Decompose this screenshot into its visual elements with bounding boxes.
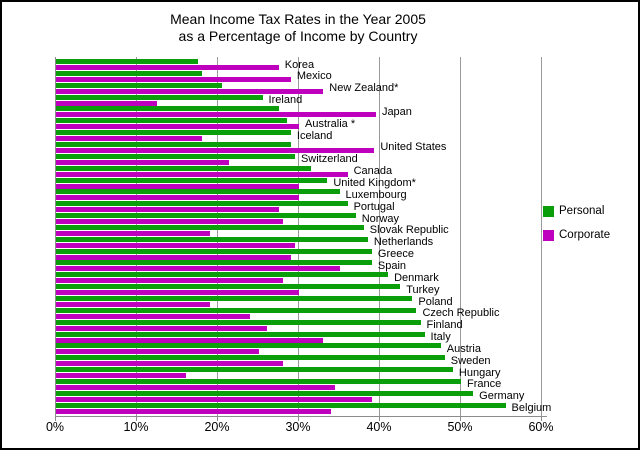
- personal-bar: [56, 260, 372, 265]
- country-label: Hungary: [458, 366, 501, 379]
- personal-bar: [56, 237, 368, 242]
- corporate-bar: [56, 136, 202, 141]
- personal-bar: [56, 189, 340, 194]
- corporate-bar: [56, 314, 250, 319]
- chart-title-line1: Mean Income Tax Rates in the Year 2005: [170, 11, 426, 27]
- country-label: Spain: [377, 259, 407, 272]
- corporate-bar: [56, 361, 283, 366]
- personal-bar: [56, 284, 400, 289]
- legend-label-corporate: Corporate: [559, 229, 611, 241]
- country-label: Netherlands: [373, 236, 434, 249]
- personal-bar: [56, 308, 416, 313]
- corporate-bar: [56, 243, 295, 248]
- country-label: France: [467, 378, 502, 391]
- corporate-bar: [56, 172, 348, 177]
- legend-item-personal: [543, 205, 610, 217]
- personal-bar: [56, 106, 279, 111]
- corporate-bar: [56, 65, 279, 70]
- country-label: Korea: [284, 58, 315, 71]
- corporate-bar: [56, 219, 283, 224]
- country-label: Slovak Republic: [369, 224, 449, 237]
- x-axis-line: [55, 416, 547, 417]
- personal-bar: [56, 130, 291, 135]
- corporate-bar: [56, 373, 186, 378]
- country-label: Mexico: [296, 70, 332, 83]
- corporate-bar: [56, 338, 323, 343]
- country-label: Japan: [381, 105, 412, 118]
- personal-bar: [56, 201, 348, 206]
- corporate-bar: [56, 231, 210, 236]
- x-tick-label: 0%: [45, 420, 65, 434]
- personal-bar: [56, 95, 263, 100]
- corporate-swatch-icon: [543, 230, 554, 241]
- corporate-bar: [56, 290, 299, 295]
- x-tick-label: 40%: [366, 420, 392, 434]
- corporate-bar: [56, 326, 267, 331]
- corporate-bar: [56, 89, 323, 94]
- personal-bar: [56, 332, 425, 337]
- corporate-bar: [56, 266, 340, 271]
- x-tick-label: 30%: [285, 420, 311, 434]
- corporate-bar: [56, 160, 229, 165]
- personal-swatch-icon: [543, 206, 554, 217]
- corporate-bar: [56, 302, 210, 307]
- corporate-bar: [56, 124, 299, 129]
- legend-label-personal: Personal: [559, 205, 605, 217]
- country-label: Canada: [353, 165, 393, 178]
- country-label: Greece: [377, 248, 414, 261]
- corporate-bar: [56, 184, 299, 189]
- personal-bar: [56, 166, 311, 171]
- corporate-bar: [56, 397, 372, 402]
- corporate-bar: [56, 255, 291, 260]
- x-tick-label: 60%: [528, 420, 554, 434]
- chart-title-line2: as a Percentage of Income by Country: [178, 28, 418, 44]
- x-tick-label: 10%: [123, 420, 149, 434]
- legend: [543, 205, 610, 253]
- corporate-bar: [56, 77, 291, 82]
- corporate-bar: [56, 385, 335, 390]
- personal-bar: [56, 59, 198, 64]
- country-label: Italy: [430, 331, 451, 344]
- personal-bar: [56, 355, 445, 360]
- country-label: Sweden: [450, 354, 491, 367]
- x-tick-label: 20%: [204, 420, 230, 434]
- personal-bar: [56, 403, 506, 408]
- country-label: United Kingdom*: [333, 177, 416, 189]
- country-label: Czech Republic: [422, 307, 500, 320]
- country-label: Poland: [418, 295, 453, 308]
- corporate-bar: [56, 409, 331, 414]
- personal-bar: [56, 343, 441, 348]
- personal-bar: [56, 249, 372, 254]
- country-label: Germany: [479, 390, 525, 403]
- country-label: Ireland: [268, 94, 303, 107]
- country-label: Luxembourg: [345, 188, 407, 201]
- country-label: Iceland: [296, 129, 333, 142]
- corporate-bar: [56, 207, 279, 212]
- country-label: Switzerland: [300, 153, 358, 166]
- country-label: New Zealand*: [329, 82, 399, 95]
- personal-bar: [56, 118, 287, 123]
- personal-bar: [56, 272, 388, 277]
- corporate-bar: [56, 148, 374, 153]
- corporate-bar: [56, 349, 259, 354]
- corporate-bar: [56, 278, 283, 283]
- corporate-bar: [56, 195, 299, 200]
- personal-bar: [56, 367, 453, 372]
- personal-bar: [56, 71, 202, 76]
- personal-bar: [56, 296, 412, 301]
- personal-bar: [56, 213, 356, 218]
- personal-bar: [56, 391, 473, 396]
- personal-bar: [56, 154, 295, 159]
- country-label: United States: [380, 141, 447, 154]
- gridline-60%: [541, 57, 542, 416]
- country-label: Turkey: [406, 283, 440, 296]
- country-label: Norway: [361, 212, 399, 225]
- personal-bar: [56, 178, 327, 183]
- chart-title: [2, 11, 594, 45]
- personal-bar: [56, 379, 461, 384]
- personal-bar: [56, 83, 222, 88]
- personal-bar: [56, 142, 291, 147]
- country-label: Belgium: [511, 402, 552, 415]
- country-label: Australia *: [305, 117, 356, 130]
- country-label: Portugal: [353, 200, 395, 213]
- corporate-bar: [56, 101, 157, 106]
- country-label: Austria: [446, 342, 481, 355]
- country-label: Denmark: [394, 271, 439, 284]
- country-label: Finland: [426, 319, 463, 332]
- personal-bar: [56, 320, 421, 325]
- x-tick-label: 50%: [447, 420, 473, 434]
- corporate-bar: [56, 112, 376, 117]
- personal-bar: [56, 225, 364, 230]
- legend-item-corporate: [543, 229, 610, 241]
